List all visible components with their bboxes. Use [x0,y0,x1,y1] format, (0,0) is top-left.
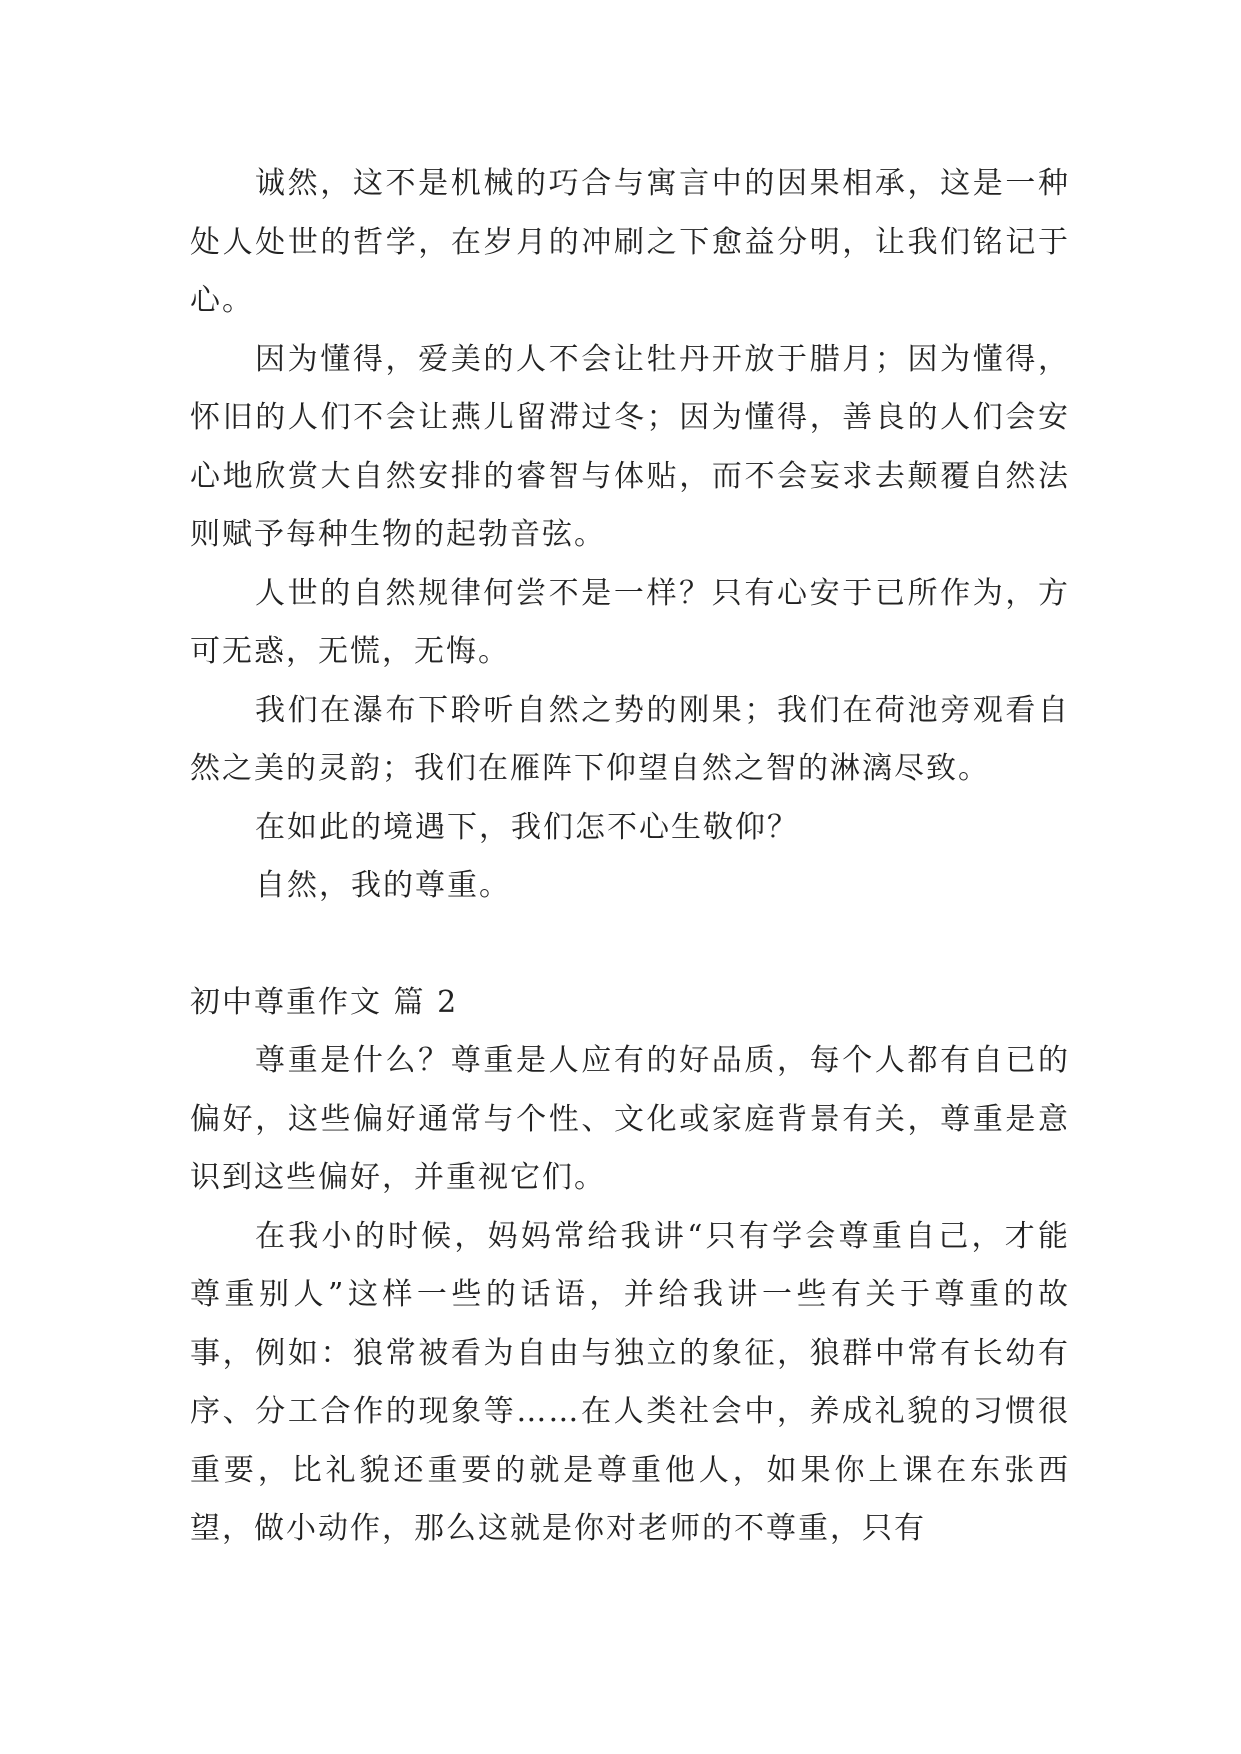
section-heading: 初中尊重作文 篇 2 [190,984,459,1020]
paragraph: 人世的自然规律何尝不是一样？只有心安于已所作为，方可无惑，无慌，无悔。 [190,575,1070,669]
paragraph: 诚然，这不是机械的巧合与寓言中的因果相承，这是一种处人处世的哲学，在岁月的冲刷之下愈益分明，让我们铭记于心。 [190,166,1070,318]
paragraph: 自然，我的尊重。 [255,868,511,903]
paragraph: 在如此的境遇下，我们怎不心生敬仰？ [255,809,799,845]
paragraph: 我们在瀑布下聆听自然之势的刚果；我们在荷池旁观看自然之美的灵韵；我们在雁阵下仰望自然之智的淋漓尽致。 [190,692,1070,786]
paragraph: 在我小的时候，妈妈常给我讲“只有学会尊重自己，才能尊重别人”这样一些的话语，并给我讲一些有关于尊重的故事，例如：狼常被看为自由与独立的象征，狼群中常有长幼有序、分工合作的现象等……在人类社会中，养成礼貌的习惯很重要，比礼貌还重要的就是尊重他人，如果你上课在东张西望，做小动作，那么这就是你对老师的不尊重，只有 [190,1218,1070,1546]
document-body [190,155,1070,1559]
paragraph: 因为懂得，爱美的人不会让牡丹开放于腊月；因为懂得，怀旧的人们不会让燕儿留滞过冬；因为懂得，善良的人们会安心地欣赏大自然安排的睿智与体贴，而不会妄求去颠覆自然法则赋予每种生物的起勃音弦。 [190,341,1070,552]
paragraph: 尊重是什么？尊重是人应有的好品质，每个人都有自已的偏好，这些偏好通常与个性、文化或家庭背景有关，尊重是意识到这些偏好，并重视它们。 [190,1043,1070,1195]
